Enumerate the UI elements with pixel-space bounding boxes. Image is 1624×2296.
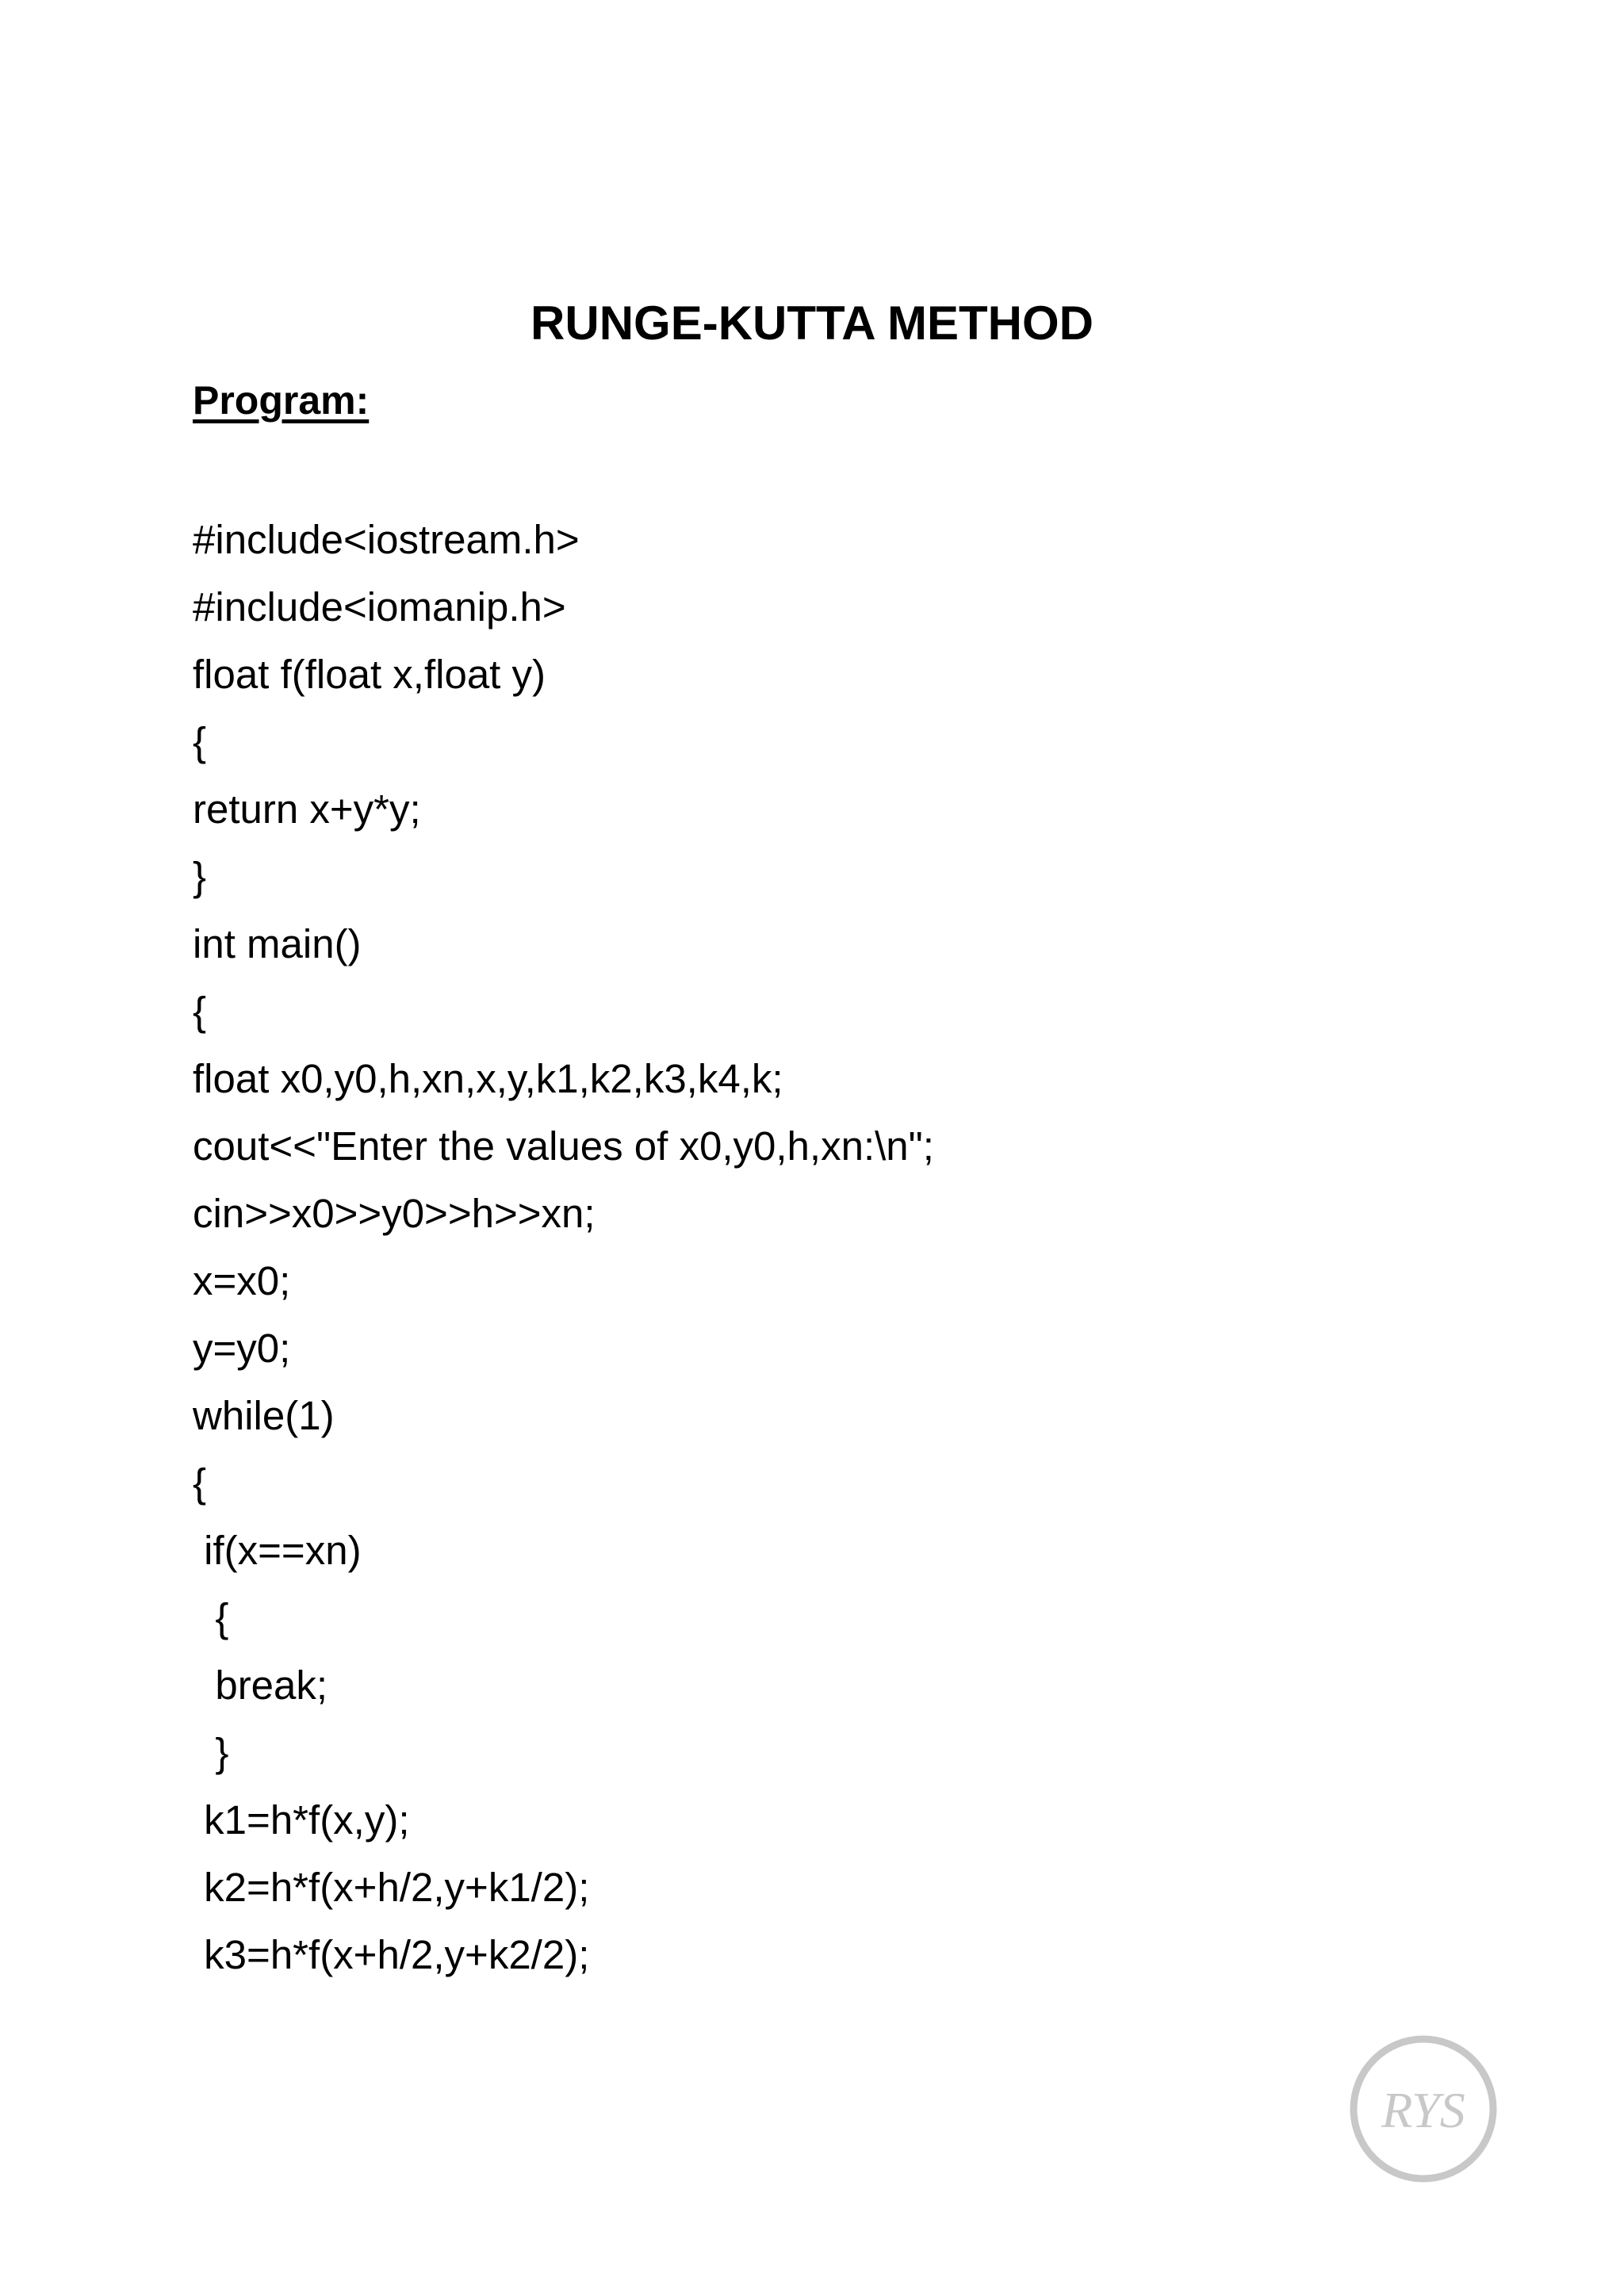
code-line: x=x0;: [193, 1258, 291, 1303]
code-line: float f(float x,float y): [193, 652, 546, 697]
code-line: float x0,y0,h,xn,x,y,k1,k2,k3,k4,k;: [193, 1056, 783, 1101]
code-line: }: [193, 854, 207, 899]
code-line: cin>>x0>>y0>>h>>xn;: [193, 1191, 596, 1236]
code-line: {: [193, 1595, 229, 1640]
code-line: k1=h*f(x,y);: [193, 1797, 410, 1843]
code-line: #include<iomanip.h>: [193, 584, 566, 629]
code-line: k2=h*f(x+h/2,y+k1/2);: [193, 1865, 590, 1910]
code-line: y=y0;: [193, 1326, 291, 1371]
code-line: return x+y*y;: [193, 786, 421, 832]
code-line: }: [193, 1730, 229, 1775]
code-line: {: [193, 989, 207, 1034]
page-title: RUNGE-KUTTA METHOD: [530, 297, 1094, 350]
code-line: cout<<"Enter the values of x0,y0,h,xn:\n";: [193, 1123, 934, 1169]
section-heading-program: Program:: [193, 378, 370, 423]
code-line: while(1): [193, 1393, 335, 1438]
code-line: break;: [193, 1663, 328, 1708]
code-line: k3=h*f(x+h/2,y+k2/2);: [193, 1932, 590, 1977]
code-line: #include<iostream.h>: [193, 517, 580, 562]
code-line: {: [193, 719, 207, 764]
rys-seal-icon: [1348, 2034, 1499, 2184]
code-line: int main(): [193, 921, 362, 966]
seal-text: RYS: [1381, 2082, 1465, 2138]
code-line: {: [193, 1460, 207, 1506]
code-block: [193, 506, 934, 1988]
code-line: if(x==xn): [193, 1528, 362, 1573]
